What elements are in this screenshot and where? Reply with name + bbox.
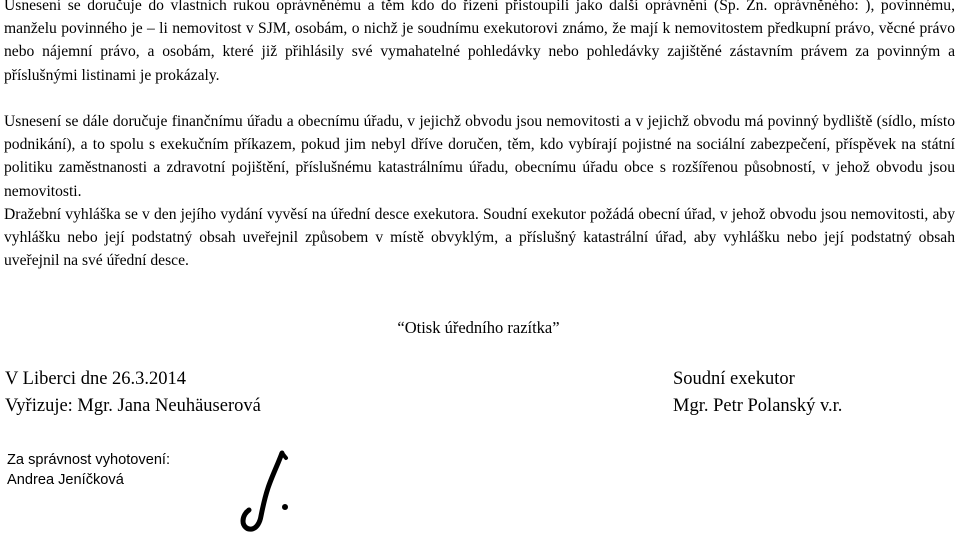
executor-name: Mgr. Petr Polanský v.r.: [673, 396, 843, 416]
paragraph-delivery-offices: Usnesení se dále doručuje finančnímu úřadu a obecnímu úřadu, v jejichž obvodu jsou nemovitosti a v jejichž obvodu má povinný bydliště (sídlo, místo podnikání), a to spolu s exekučním příkazem, pokud jim nebyl dříve doručen, těm, kdo vybírají pojistné na sociální zabezpečení, příspěvek na státní politiku zaměstnanosti a zdravotní pojištění, příslušnému katastrálnímu úřadu, obecnímu úřadu obce s rozšířenou působností, v jehož obvodu jsou nemovitosti.: [4, 113, 955, 200]
stamp-placeholder: [0, 318, 959, 338]
place-date: V Liberci dne 26.3.2014: [5, 369, 187, 389]
correctness-name: Andrea Jeníčková: [7, 472, 124, 488]
correctness-label: Za správnost vyhotovení:: [7, 452, 171, 468]
executor-title: Soudní exekutor: [673, 369, 795, 389]
paragraph-auction-notice: Dražební vyhláška se v den jejího vydání vyvěsí na úřední desce exekutora. Soudní exekutor požádá obecní úřad, v jehož obvodu jsou nemovitosti, aby vyhlášku nebo její podstatný obsah uveřejnil způsobem v místě obvyklým, a příslušný katastrální úřad, aby vyhlášku nebo její podstatný obsah uveřejnil na své úřední desce.: [4, 206, 955, 270]
handled-by: Vyřizuje: Mgr. Jana Neuhäuserová: [5, 396, 261, 416]
stamp-note: “Otisk úředního razítka”: [397, 318, 560, 337]
handwritten-signature: [238, 450, 298, 532]
paragraph-delivery-parties: Usnesení se doručuje do vlastních rukou oprávněnému a těm kdo do řízení přistoupili jako další oprávnění (Sp. Zn. oprávněného: ), povinnému, manželu povinného je – li nemovitost v SJM, osobám, o nichž je soudnímu exekutorovi známo, že mají k nemovitostem předkupní právo, věcné právo nebo nájemní právo, a osobám, které již přihlásily své vymahatelné pohledávky nebo pohledávky zajištěné zástavním právem za povinným a příslušnými listinami je prokázaly.: [4, 0, 955, 84]
